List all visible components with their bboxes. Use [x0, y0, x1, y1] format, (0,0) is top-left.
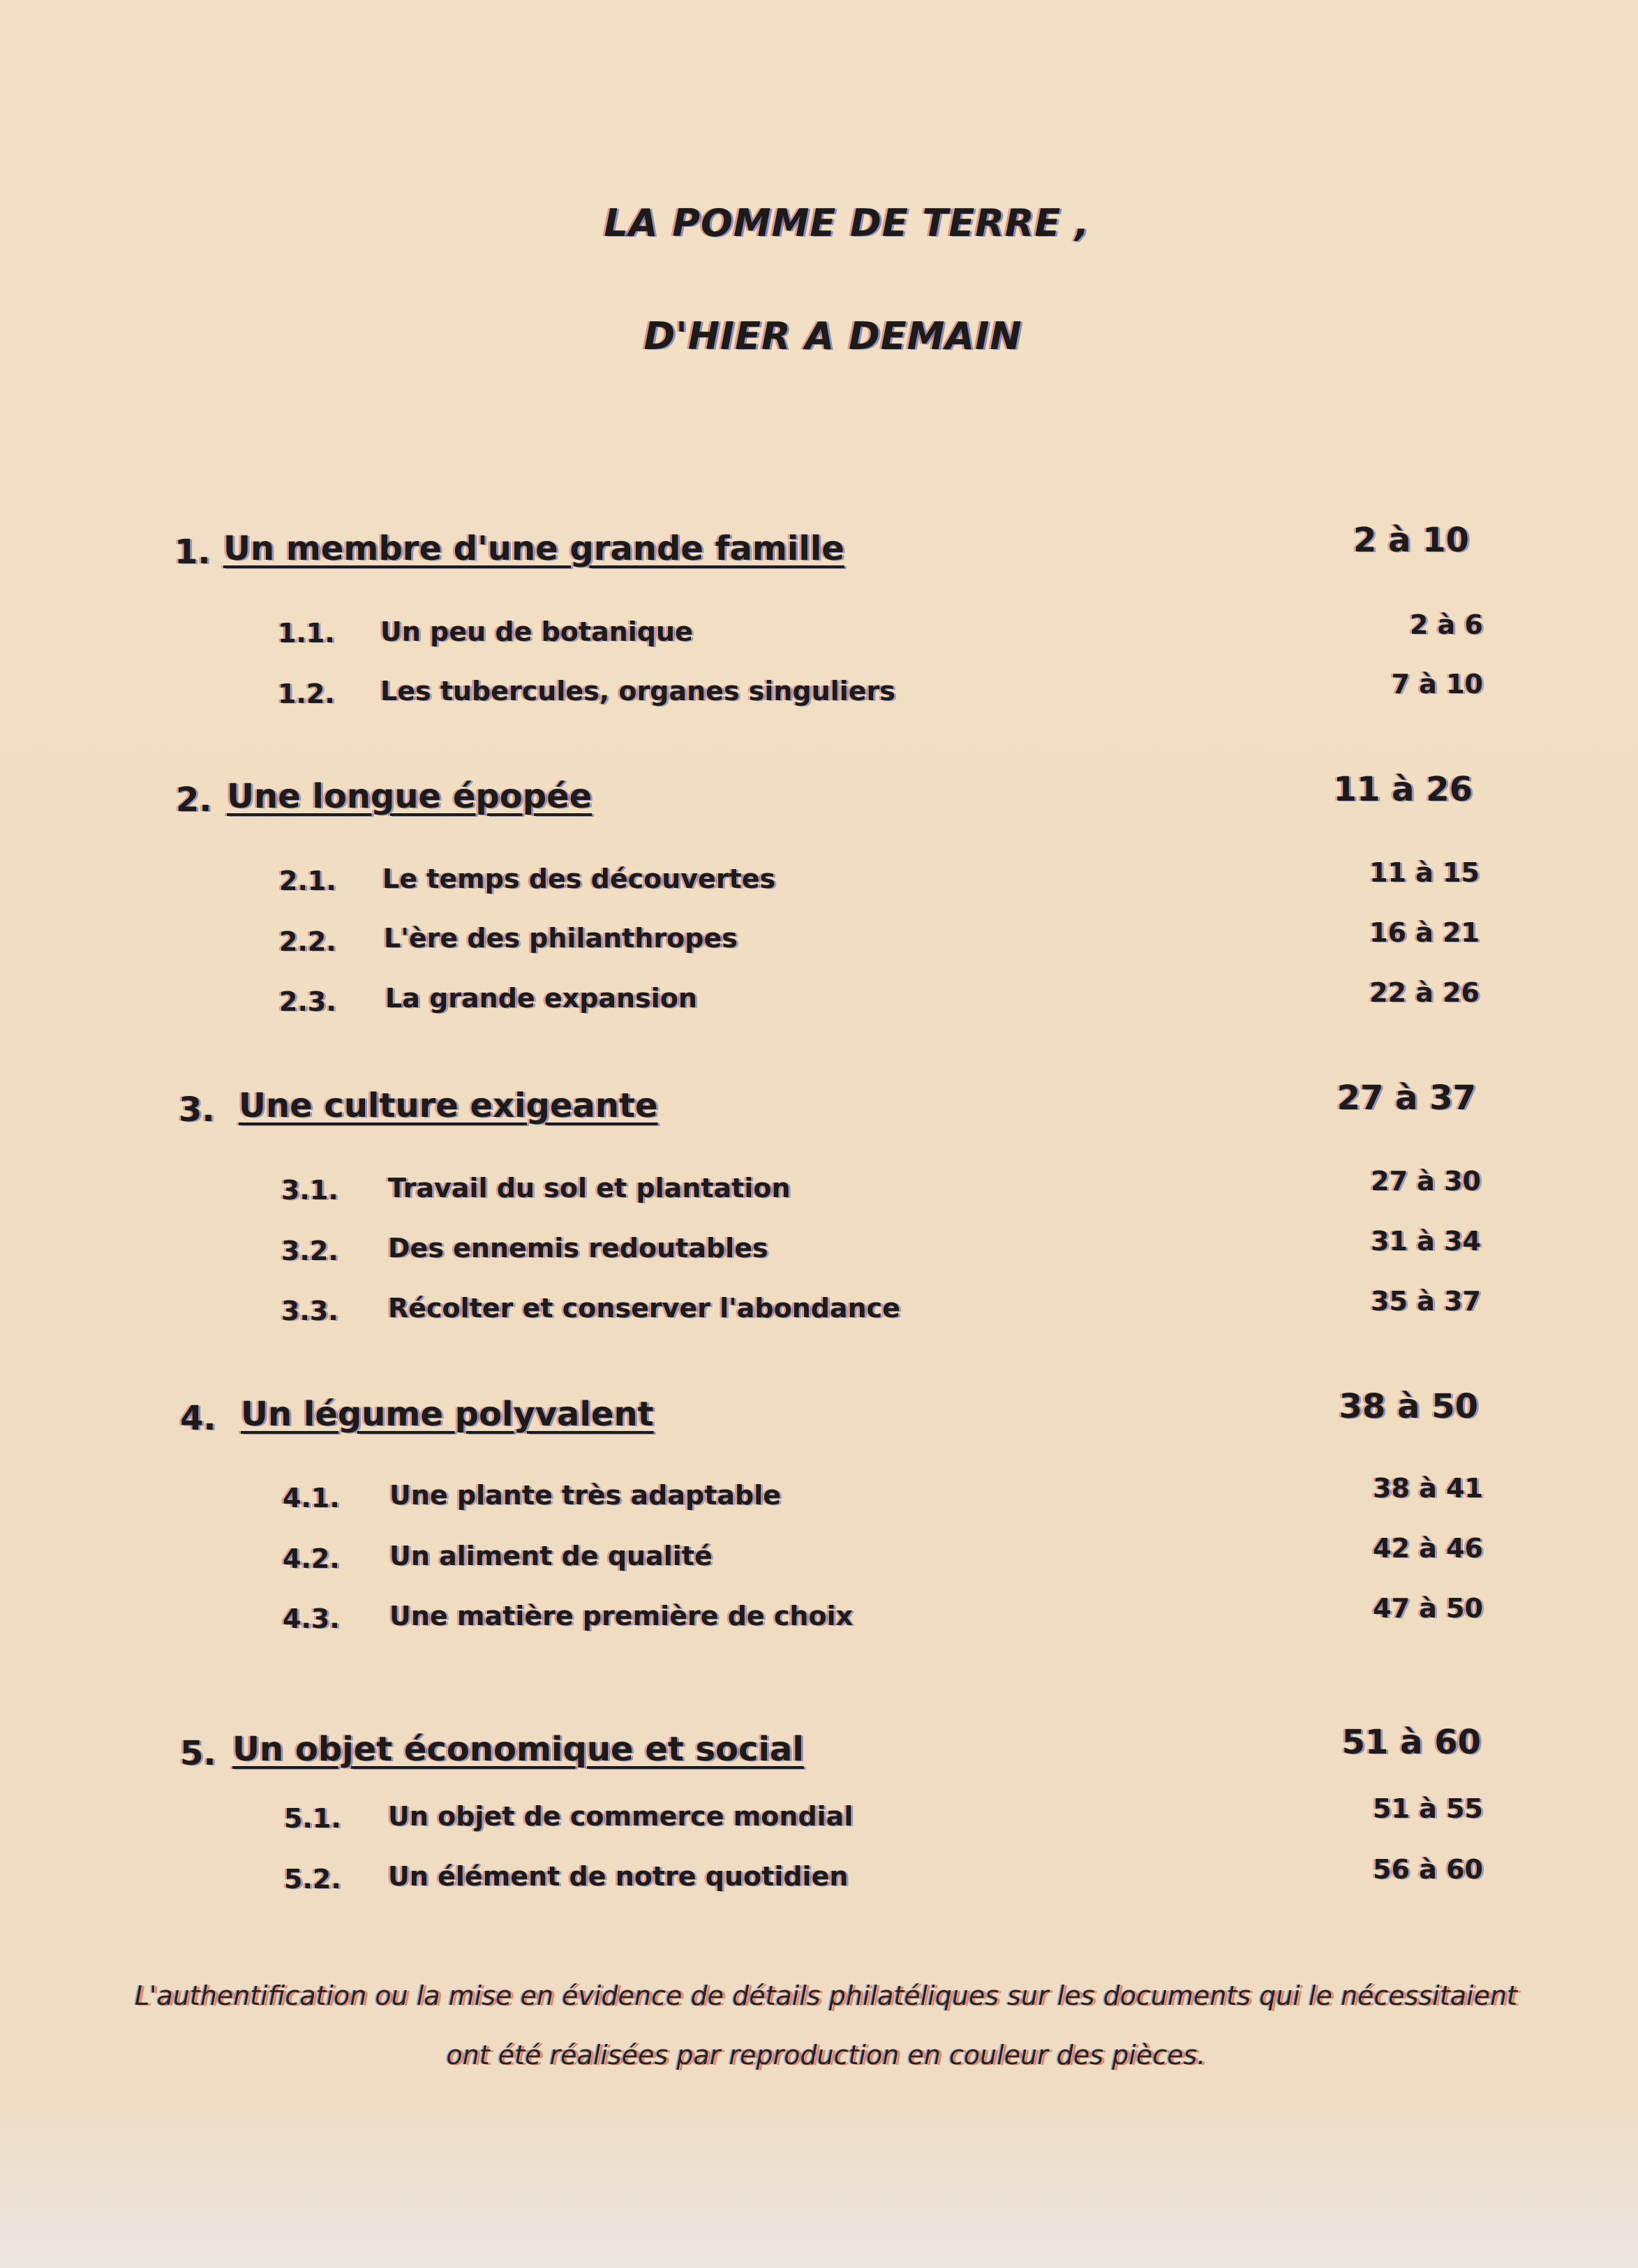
subsection-2-3-title: La grande expansion — [385, 983, 697, 1014]
subsection-1-2-title: Les tubercules, organes singuliers — [380, 676, 895, 706]
subsection-2-2-title: L'ère des philanthropes — [384, 923, 738, 954]
subsection-2-1-range: 11 à 15 — [1369, 857, 1480, 888]
subsection-3-3-title: Récolter et conserver l'abondance — [388, 1293, 900, 1324]
subsection-4-1-range: 38 à 41 — [1373, 1473, 1483, 1504]
subsection-4-1-number: 4.1. — [283, 1483, 340, 1513]
subsection-3-3-range: 35 à 37 — [1371, 1286, 1481, 1317]
section-3-range: 27 à 37 — [1337, 1079, 1476, 1118]
footnote-line-2: ont été réalisées par reproduction en couleur des pièces. — [446, 2040, 1206, 2070]
section-3-title: Une culture exigeante — [239, 1086, 658, 1125]
section-2-number: 2. — [176, 780, 212, 820]
title-line-1: LA POMME DE TERRE , — [604, 201, 1090, 245]
subsection-3-2-range: 31 à 34 — [1371, 1226, 1481, 1257]
title-line-2: D'HIER A DEMAIN — [643, 314, 1022, 358]
subsection-4-2-range: 42 à 46 — [1373, 1533, 1483, 1564]
subsection-2-2-number: 2.2. — [279, 926, 336, 957]
subsection-1-2-range: 7 à 10 — [1391, 669, 1483, 699]
subsection-3-1-title: Travail du sol et plantation — [388, 1173, 791, 1203]
section-1-title: Un membre d'une grande famille — [223, 529, 844, 568]
subsection-4-2-number: 4.2. — [283, 1543, 340, 1574]
subsection-3-1-range: 27 à 30 — [1371, 1166, 1481, 1196]
subsection-3-2-title: Des ennemis redoutables — [388, 1233, 768, 1263]
section-5-range: 51 à 60 — [1341, 1723, 1481, 1762]
subsection-3-1-number: 3.1. — [281, 1175, 338, 1206]
subsection-1-2-number: 1.2. — [278, 679, 335, 709]
subsection-2-1-title: Le temps des découvertes — [382, 864, 776, 894]
section-4-number: 4. — [180, 1399, 216, 1438]
subsection-2-3-range: 22 à 26 — [1369, 977, 1480, 1008]
footnote-line-1: L'authentification ou la mise en évidence de détails philatéliques sur les documents qui le nécessitaient — [134, 1980, 1518, 2011]
subsection-4-1-title: Une plante très adaptable — [389, 1480, 782, 1511]
subsection-2-3-number: 2.3. — [279, 986, 336, 1017]
subsection-1-1-range: 2 à 6 — [1410, 609, 1483, 640]
subsection-2-1-number: 2.1. — [279, 866, 336, 896]
section-1-range: 2 à 10 — [1353, 521, 1469, 560]
section-2-range: 11 à 26 — [1333, 770, 1473, 809]
subsection-3-2-number: 3.2. — [281, 1236, 338, 1266]
section-3-number: 3. — [179, 1090, 215, 1129]
section-5-number: 5. — [180, 1734, 216, 1773]
subsection-1-1-title: Un peu de botanique — [380, 616, 693, 647]
subsection-5-1-title: Un objet de commerce mondial — [388, 1801, 854, 1832]
subsection-5-1-range: 51 à 55 — [1373, 1793, 1483, 1824]
subsection-3-3-number: 3.3. — [281, 1296, 338, 1326]
section-4-range: 38 à 50 — [1339, 1387, 1478, 1426]
subsection-4-3-range: 47 à 50 — [1373, 1593, 1483, 1624]
section-1-number: 1. — [174, 533, 211, 572]
subsection-5-2-title: Un élément de notre quotidien — [388, 1861, 849, 1892]
subsection-1-1-number: 1.1. — [278, 618, 335, 648]
subsection-5-2-number: 5.2. — [284, 1864, 341, 1895]
subsection-2-2-range: 16 à 21 — [1369, 917, 1480, 948]
subsection-5-2-range: 56 à 60 — [1373, 1854, 1483, 1885]
subsection-4-2-title: Un aliment de qualité — [389, 1541, 713, 1571]
subsection-4-3-title: Une matière première de choix — [389, 1601, 854, 1631]
subsection-4-3-number: 4.3. — [283, 1603, 340, 1634]
subsection-5-1-number: 5.1. — [284, 1803, 341, 1834]
section-4-title: Un légume polyvalent — [241, 1395, 654, 1434]
section-5-title: Un objet économique et social — [232, 1730, 804, 1769]
section-2-title: Une longue épopée — [227, 777, 593, 816]
